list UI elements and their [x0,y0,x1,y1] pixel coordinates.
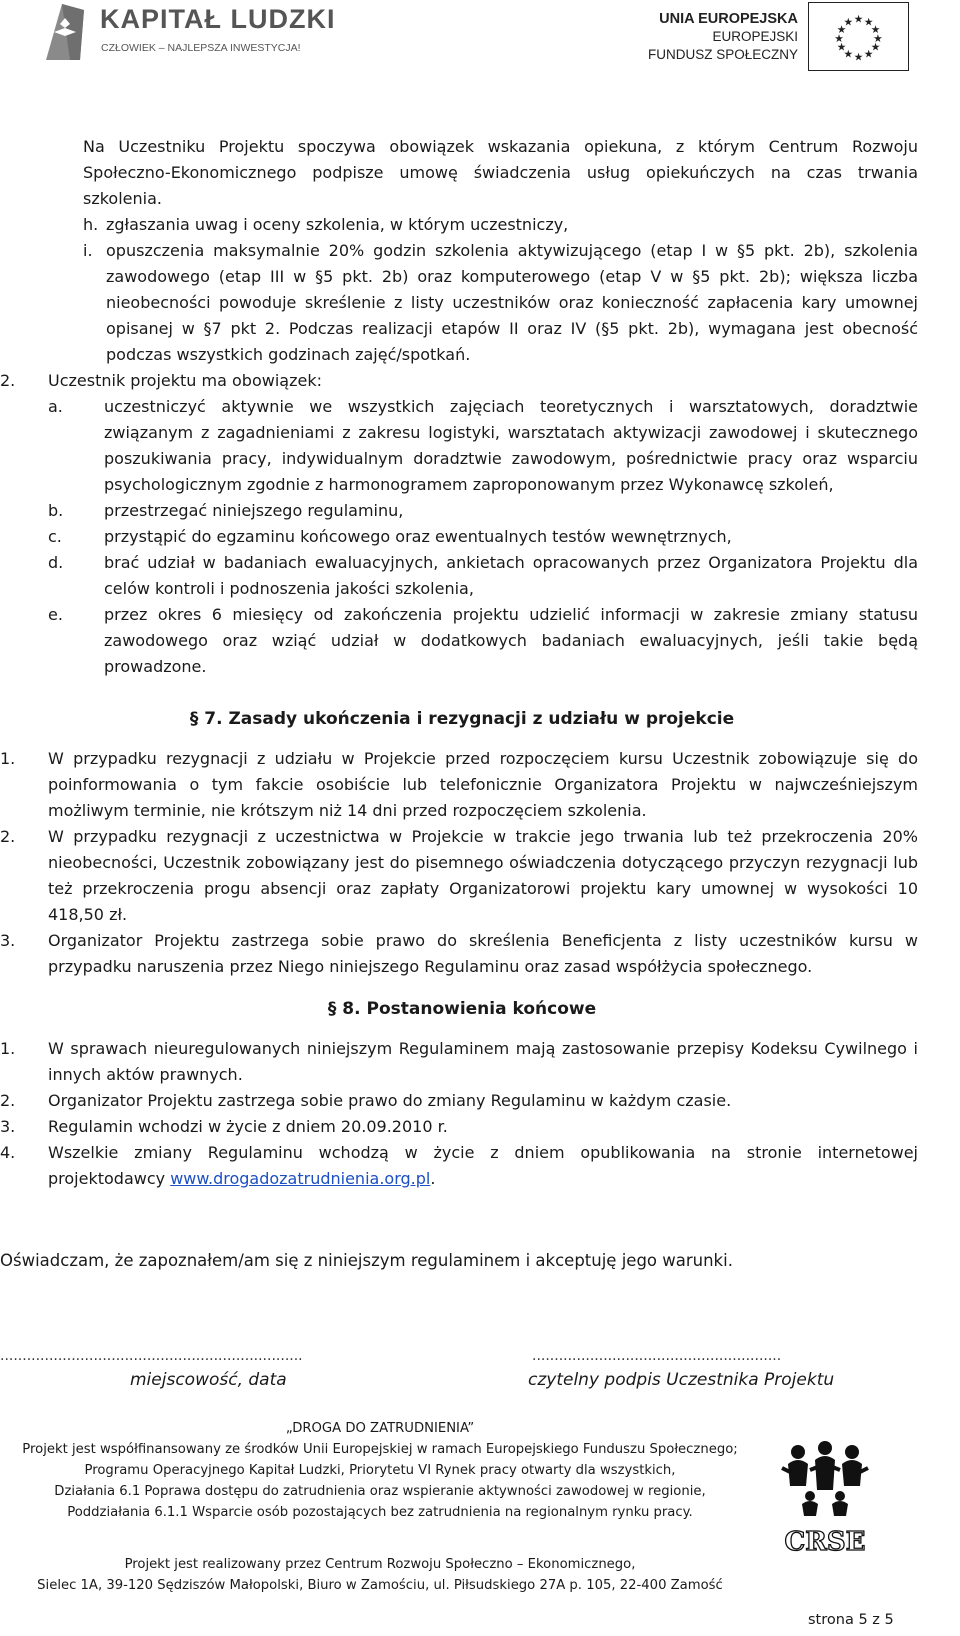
footer-line: Programu Operacyjnego Kapitał Ludzki, Priorytetu VI Rynek pracy otwarty dla wszystkich, [84,1463,676,1478]
section7-item-text: W przypadku rezygnacji z uczestnictwa w Projekcie w trakcie jego trwania lub też przekroczenia 20% nieobecności, Uczestnik zobowiązany jest do pisemnego oświadczenia dotyczącego przyczyn rezygnacji lub też przekroczenia progu absencji oraz zapłaty Organizatorowi projektu kary umownej w wysokości 10 418,50 zł. [48,827,918,924]
signature-dots-left: .................................................................... [0,1348,303,1364]
eu-flag-icon [808,2,909,71]
svg-text:★: ★ [836,23,847,37]
obligation-d [48,550,918,602]
section8-list [0,1036,918,1192]
section8-item-text: Organizator Projektu zastrzega sobie prawo do zmiany Regulaminu w każdym czasie. [48,1091,732,1110]
obligation-text: przystąpić do egzaminu końcowego oraz ewentualnych testów wewnętrznych, [104,527,732,546]
eu-line-3: FUNDUSZ SPOŁECZNY [647,47,798,62]
svg-text:★: ★ [863,15,874,29]
section7-item-1 [0,746,918,824]
list-marker: 3. [0,931,16,950]
signature-label-participant: czytelny podpis Uczestnika Projektu [528,1370,835,1390]
section7-item-3 [0,928,918,980]
section7-item-text: W przypadku rezygnacji z udziału w Projekcie przed rozpoczęciem kursu Uczestnik zobowiązuje się do poinformowania o tym fakcie osobiście lub telefonicznie Organizatora Projektu w najwcześniejszym możliwym terminie, nie krótszym niż 14 dni przed rozpoczęciem szkolenia. [48,749,918,820]
intro-line: Na Uczestniku Projektu spoczywa obowiązek wskazania opiekuna, z którym Centrum Rozwoju [83,137,918,156]
kapital-ludzki-subtitle: CZŁOWIEK – NAJLEPSZA INWESTYCJA! [101,42,301,54]
list-marker: a. [48,397,63,416]
obligation-a [48,394,918,498]
svg-text:★: ★ [834,31,844,45]
obligation-text: brać udział w badaniach ewaluacyjnych, ankietach opracowanych przez Organizatora Projektu dla celów kontroli i podnoszenia jakości szkolenia, [104,553,918,598]
crse-logo-text: CRSE [784,1527,866,1557]
list-marker: 4. [0,1143,16,1162]
signature-label-place-date: miejscowość, data [130,1370,287,1390]
list-marker: c. [48,527,62,546]
section8-item-4 [0,1140,918,1192]
svg-text:★: ★ [853,50,864,64]
list-marker: h. [83,215,99,234]
eu-label [648,10,798,64]
svg-text:★: ★ [873,31,883,45]
list-text: Uczestnik projektu ma obowiązek: [48,371,322,390]
section7-list [0,746,918,980]
svg-text:★: ★ [863,47,874,61]
section7-item-2 [0,824,918,928]
footer-line: Działania 6.1 Poprawa dostępu do zatrudnienia oraz wspieranie aktywności zawodowej w regionie, [54,1484,706,1499]
section8-heading [0,996,960,1022]
section7-title: § 7. Zasady ukończenia i rezygnacji z udziału w projekcie [189,709,735,729]
list-line: opuszczenia maksymalnie 20% godzin szkolenia aktywizującego (etap I w §5 pkt. 2b), szkolenia [106,241,918,260]
section8-item-1 [0,1036,918,1088]
footer-project-name: „DROGA DO ZATRUDNIENIA” [285,1421,475,1436]
section8-item-text [48,1140,918,1192]
section7-item-text: Organizator Projektu zastrzega sobie prawo do skreślenia Beneficjenta z listy uczestników kursu w przypadku naruszenia przez Niego niniejszego Regulaminu oraz zasad współżycia społecznego. [48,931,918,976]
footer-line: Projekt jest współfinansowany ze środków Unii Europejskiej w ramach Europejskiego Funduszu Społecznego; [22,1442,738,1457]
section8-title: § 8. Postanowienia końcowe [327,999,597,1019]
section8-item-text: Regulamin wchodzi w życie z dniem 20.09.2010 r. [48,1117,448,1136]
svg-text:★: ★ [843,47,854,61]
project-website-link[interactable]: www.drogadozatrudnienia.org.pl [170,1169,431,1188]
svg-text:★: ★ [870,23,881,37]
crse-logo [780,1438,870,1558]
item4-text: Wszelkie zmiany Regulaminu wchodzą w życie z dniem opublikowania na stronie internetowej projektodawcy [48,1143,918,1188]
obligation-b [48,498,918,524]
footer-realized-by: Projekt jest realizowany przez Centrum Rozwoju Społeczno – Ekonomicznego, [124,1557,636,1572]
list-marker: 2. [0,371,16,390]
list-marker: 1. [0,1039,16,1058]
obligation-text: przestrzegać niniejszego regulaminu, [104,501,404,520]
section6-item-2 [0,368,918,394]
list-marker: 1. [0,749,16,768]
intro-paragraph [83,134,918,212]
intro-line: Społeczno-Ekonomicznego podpisze umowę świadczenia usług opiekuńczych na czas trwania [83,163,918,182]
obligations-list [48,394,918,680]
list-item-i [83,238,918,368]
svg-text:★: ★ [870,40,881,54]
footer-address: Sielec 1A, 39-120 Sędziszów Małopolski, Biuro w Zamościu, ul. Piłsudskiego 27A p. 105, 22-400 Zamość [37,1578,723,1593]
eu-line-1: UNIA EUROPEJSKA [659,11,798,27]
eu-line-2: EUROPEJSKI [712,29,798,44]
obligation-text: przez okres 6 miesięcy od zakończenia projektu udzielić informacji w zakresie zmiany statusu zawodowego oraz wziąć udział w dodatkowych badaniach ewaluacyjnych, jeśli takie będą prowadzone. [104,605,918,676]
section8-item-3 [0,1114,918,1140]
list-marker: d. [48,553,64,572]
intro-line: szkolenia. [83,189,162,208]
list-marker: 2. [0,827,16,846]
declaration: Oświadczam, że zapoznałem/am się z niniejszym regulaminem i akceptuję jego warunki. [0,1251,733,1270]
svg-text:★: ★ [853,12,864,26]
svg-text:★: ★ [843,15,854,29]
section8-item-2 [0,1088,918,1114]
kapital-ludzki-logo-mark [40,2,88,62]
list-line: zawodowego (etap III w §5 pkt. 2b) oraz komputerowego (etap V w §5 pkt. 2b); większa liczba [106,267,918,286]
list-item-h [83,212,918,238]
list-line: nieobecności powoduje skreślenie z listy uczestników oraz konieczność zapłacenia kary umownej [106,293,918,312]
obligation-c [48,524,918,550]
list-text: zgłaszania uwag i oceny szkolenia, w którym uczestniczy, [106,215,569,234]
page-number: strona 5 z 5 [808,1612,894,1628]
item4-text-end: . [430,1169,436,1188]
obligation-text: uczestniczyć aktywnie we wszystkich zajęciach teoretycznych i warsztatowych, doradztwie związanym z zagadnieniami z zakresu logistyki, warsztatach aktywizacji zawodowej i skutecznego poszukiwania pracy, indywidualnym doradztwie zawodowym, pośrednictwie pracy oraz wsparciu psychologicznym zgodnie z harmonogramem zaproponowanym przez Wykonawcę szkoleń, [104,397,918,494]
obligation-e [48,602,918,680]
signature-dots-right: ........................................................ [532,1348,782,1364]
kapital-ludzki-title: KAPITAŁ LUDZKI [100,4,336,34]
section8-item-text: W sprawach nieuregulowanych niniejszym Regulaminem mają zastosowanie przepisy Kodeksu Cywilnego i innych aktów prawnych. [48,1039,918,1084]
list-line: podczas wszystkich godzinach zajęć/spotkań. [106,345,471,364]
list-marker: e. [48,605,63,624]
list-line: opisanej w §7 pkt 2. Podczas realizacji etapów II oraz IV (§5 pkt. 2b), wymagana jest obecność [106,319,918,338]
section7-heading [0,706,960,732]
svg-text:★: ★ [836,40,847,54]
list-marker: i. [83,241,93,260]
list-marker: 3. [0,1117,16,1136]
list-marker: b. [48,501,64,520]
list-marker: 2. [0,1091,16,1110]
footer-line: Poddziałania 6.1.1 Wsparcie osób pozostających bez zatrudnienia na regionalnym rynku pracy. [67,1505,693,1520]
